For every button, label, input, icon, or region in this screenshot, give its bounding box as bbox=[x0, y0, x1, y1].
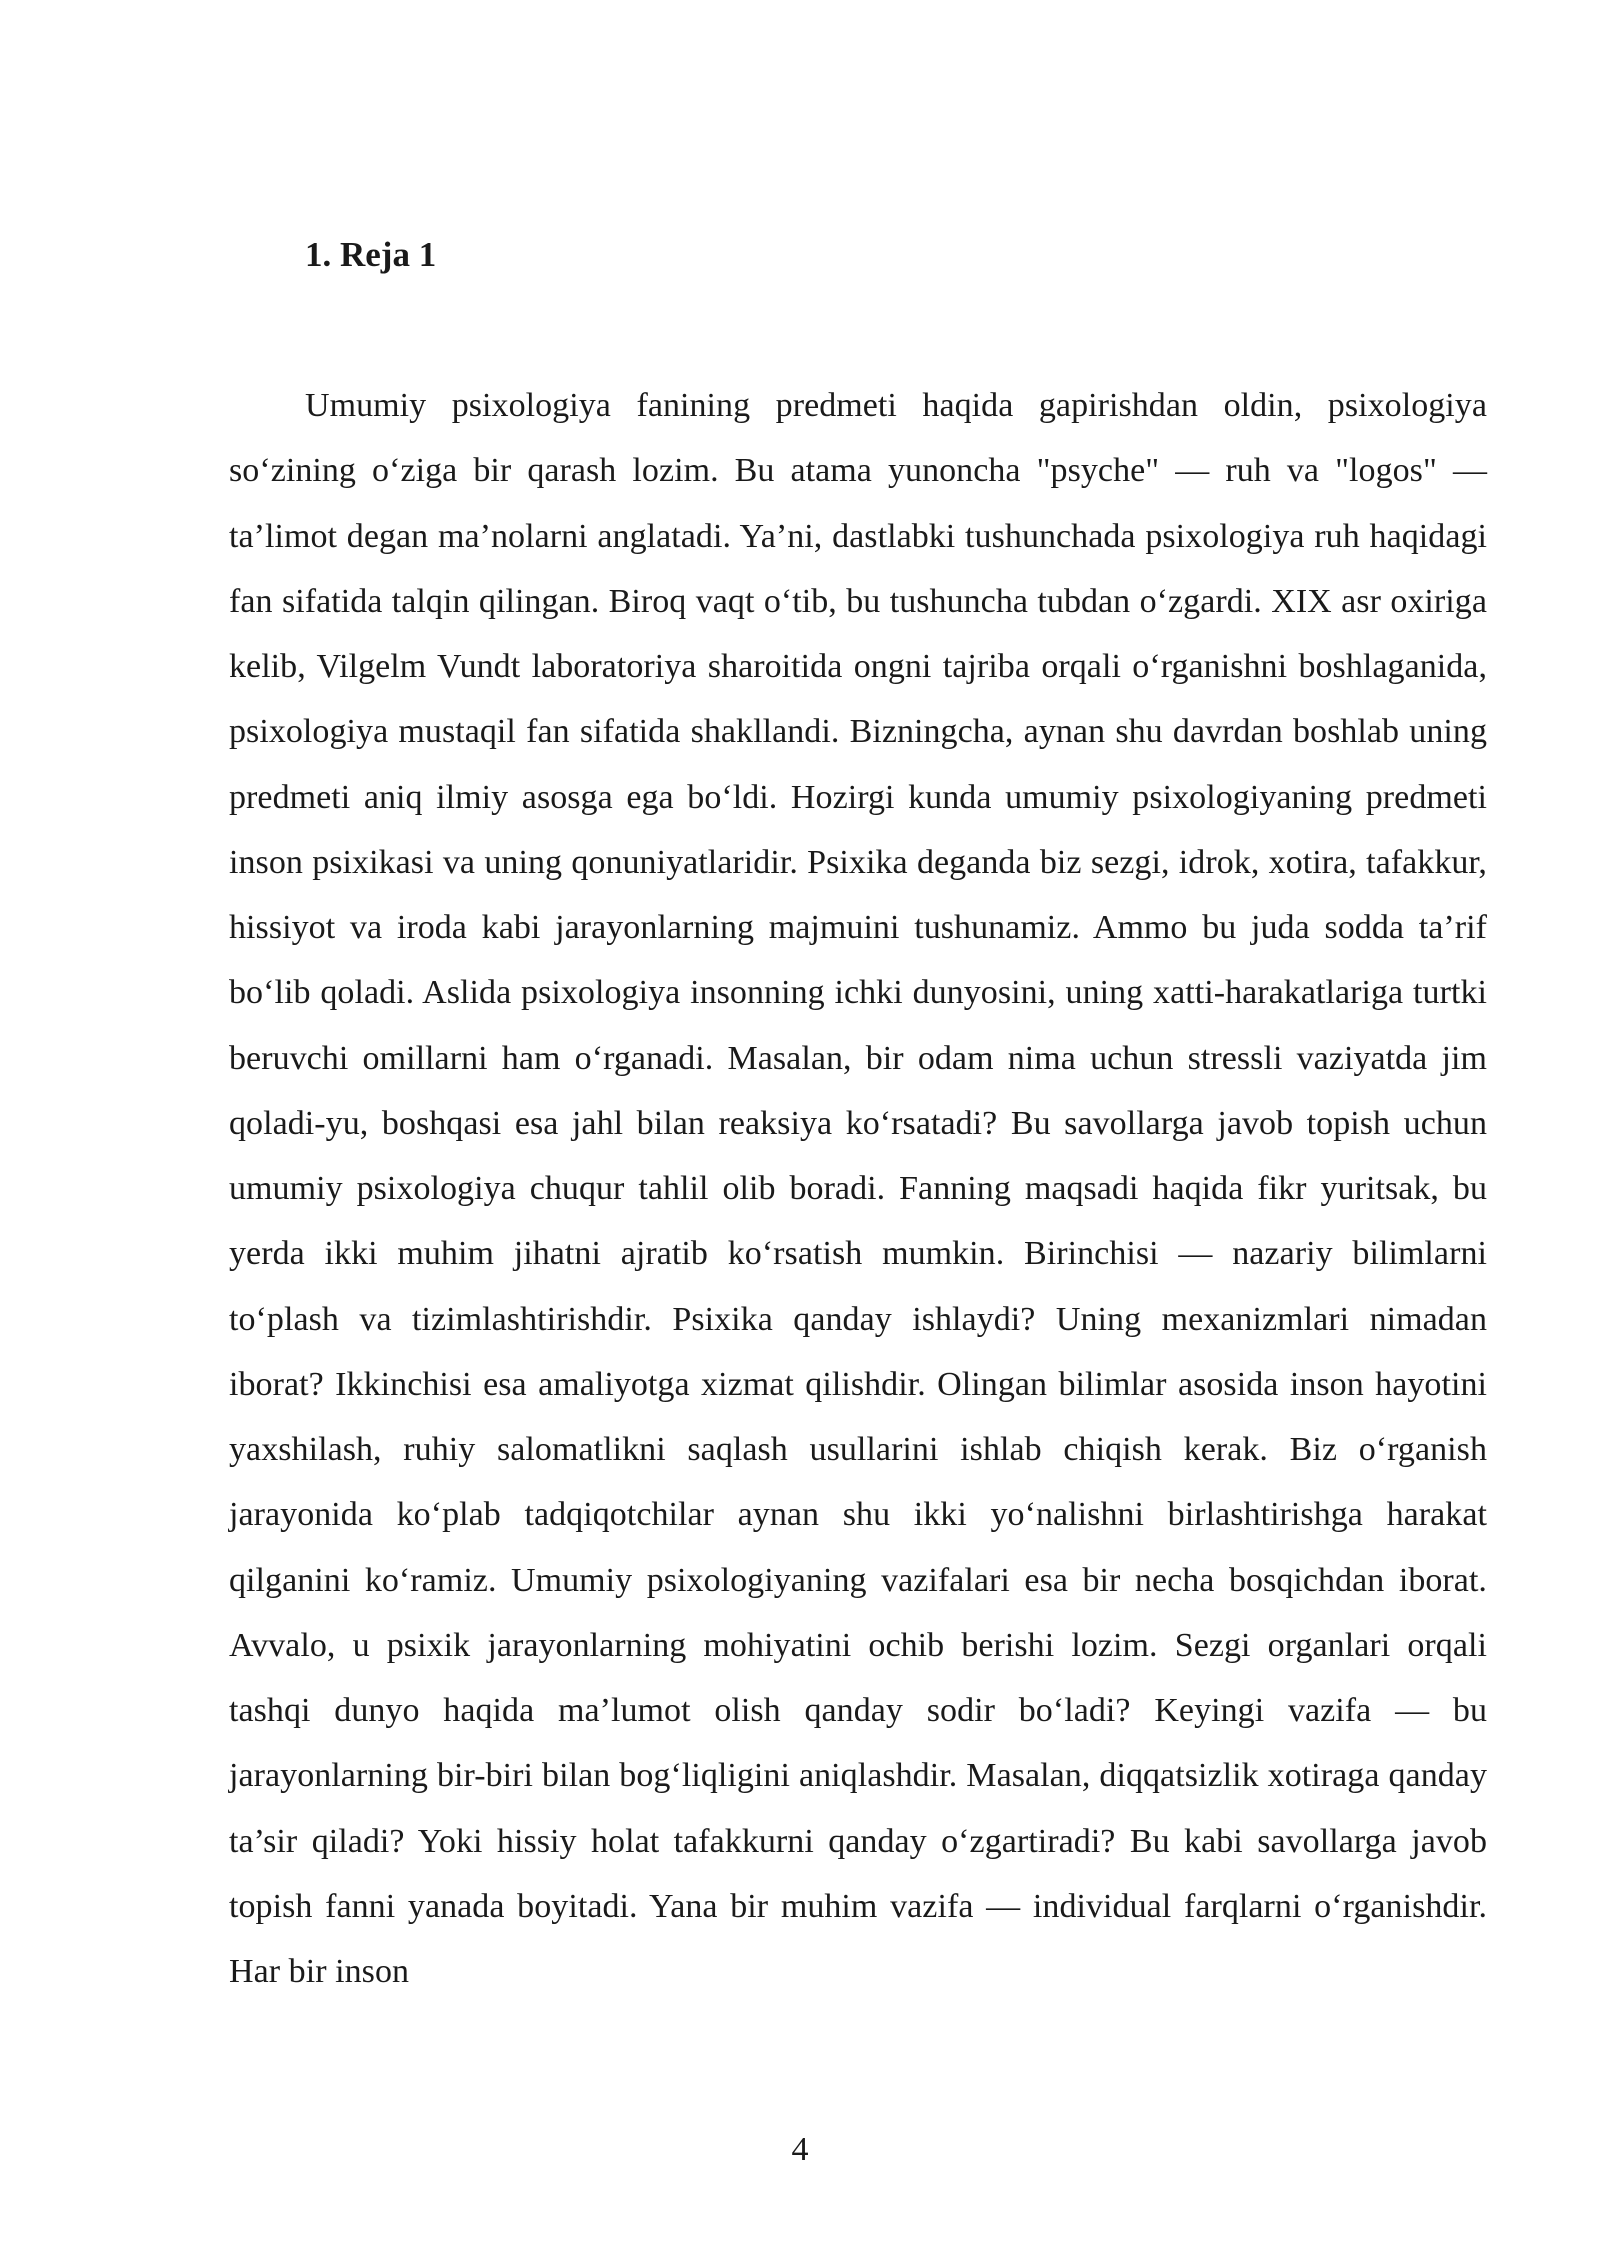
page-number: 4 bbox=[791, 2131, 809, 2168]
section-heading: 1. Reja 1 bbox=[305, 235, 437, 274]
body-paragraph: Umumiy psixologiya fanining predmeti haqida gapirishdan oldin, psixologiya so‘zining o‘ziga bir qarash lozim. Bu atama yunoncha "psyche" — ruh va "logos" — ta’limot degan ma’nolarni anglatadi. Ya’ni, dastlabki tushunchada psixologiya ruh haqidagi fan sifatida talqin qilingan. Biroq vaqt o‘tib, bu tushuncha tubdan o‘zgardi. XIX asr oxiriga kelib, Vilgelm Vundt laboratoriya sharoitida ongni tajriba orqali o‘rganishni boshlaganida, psixologiya mustaqil fan sifatida shakllandi. Bizningcha, aynan shu davrdan boshlab uning predmeti aniq ilmiy asosga ega bo‘ldi. Hozirgi kunda umumiy psixologiyaning predmeti inson psixikasi va uning qonuniyatlaridir. Psixika deganda biz sezgi, idrok, xotira, tafakkur, hissiyot va iroda kabi jarayonlarning majmuini tushunamiz. Ammo bu juda sodda ta’rif bo‘lib qoladi. Aslida psixologiya insonning ichki dunyosini, uning xatti-harakatlariga turtki beruvchi omillarni ham o‘rganadi. Masalan, bir odam nima uchun stressli vaziyatda jim qoladi-yu, boshqasi esa jahl bilan reaksiya ko‘rsatadi? Bu savollarga javob topish uchun umumiy psixologiya chuqur tahlil olib boradi. Fanning maqsadi haqida fikr yuritsak, bu yerda ikki muhim jihatni ajratib ko‘rsatish mumkin. Birinchisi — nazariy bilimlarni to‘plash va tizimlashtirishdir. Psixika qanday ishlaydi? Uning mexanizmlari nimadan iborat? Ikkinchisi esa amaliyotga xizmat qilishdir. Olingan bilimlar asosida inson hayotini yaxshilash, ruhiy salomatlikni saqlash usullarini ishlab chiqish kerak. Biz o‘rganish jarayonida ko‘plab tadqiqotchilar aynan shu ikki yo‘nalishni birlashtirishga harakat qilganini ko‘ramiz. Umumiy psixologiyaning vazifalari esa bir necha bosqichdan iborat. Avvalo, u psixik jarayonlarning mohiyatini ochib berishi lozim. Sezgi organlari orqali tashqi dunyo haqida ma’lumot olish qanday sodir bo‘ladi? Keyingi vazifa — bu jarayonlarning bir-biri bilan bog‘liqligini aniqlashdir. Masalan, diqqatsizlik xotiraga qanday ta’sir qiladi? Yoki hissiy holat tafakkurni qanday o‘zgartiradi? Bu kabi savollarga javob topish fanni yanada boyitadi. Yana bir muhim vazifa — individual farqlarni o‘rganishdir. Har bir inson bbox=[229, 387, 1487, 1990]
